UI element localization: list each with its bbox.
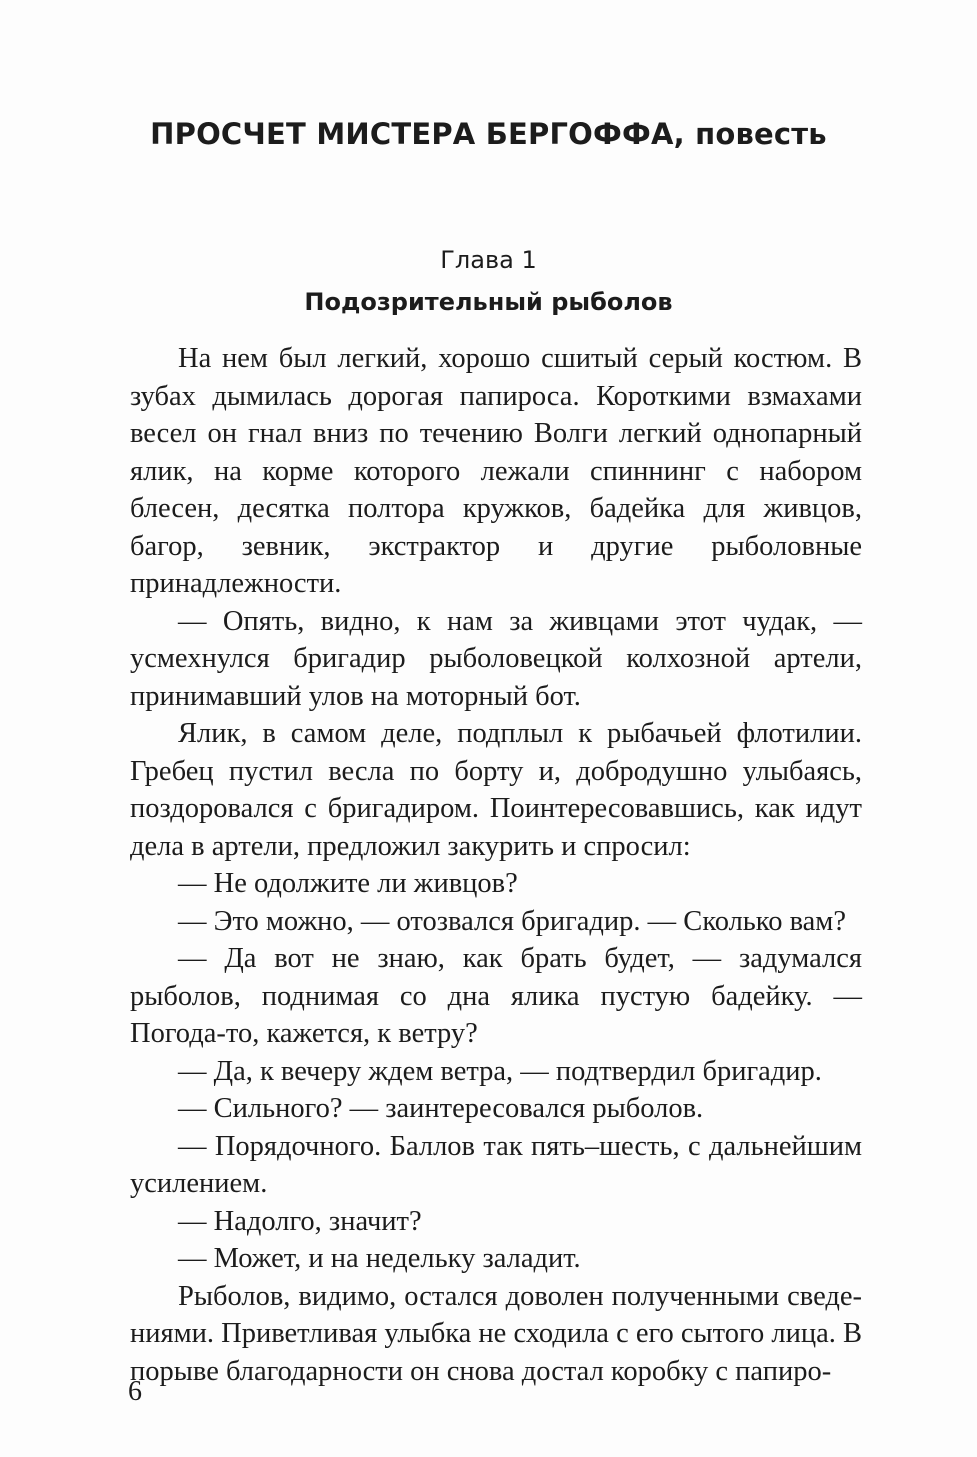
chapter-number: Глава 1 [440,246,537,274]
paragraph: — Опять, видно, к нам за живцами этот чудак, — усмехнулся бригадир рыболовецкой колхозной артели, принимавший улов на моторный бот. [130,605,862,712]
paragraph: — Надолго, значит? [178,1205,422,1237]
paragraph: — Порядочного. Баллов так пять–шесть, с дальнейшим усилением. [130,1130,862,1199]
paragraph: На нем был легкий, хорошо сшитый серый костюм. В зубах дымилась дорогая папироса. Короткими взмахами весел он гнал вниз по течению Волги легкий однопарный ялик, на корме которого лежали спиннинг с набором блесен, десятка полтора кружков, бадейка для живцов, багор, зевник, экстрактор и другие рыболовные принадлежности. [130,343,862,599]
body-text [130,340,862,1390]
paragraph: — Это можно, — отозвался бригадир. — Сколько вам? [178,905,846,937]
paragraph: Рыболов, видимо, остался доволен полученными сведениями. Приветливая улыбка не сходила с его сытого лица. В порыве благодарности он снова достал коробку с папиро- [130,1280,862,1387]
paragraph: Ялик, в самом деле, подплыл к рыбачьей флотилии. Гребец пустил весла по борту и, добродушно улыбаясь, поздоровался с бригадиром. Поинтересовавшись, как идут дела в артели, предложил закурить и спросил: [130,718,862,862]
paragraph: — Может, и на недельку заладит. [178,1243,581,1274]
chapter-title: Подозрительный рыболов [304,288,673,316]
paragraph: — Да, к вечеру ждем ветра, — подтвердил бригадир. [178,1055,822,1087]
book-title: ПРОСЧЕТ МИСТЕРА БЕРГОФФА, повесть [150,117,827,151]
paragraph: — Не одолжите ли живцов? [178,868,518,899]
paragraph: — Да вот не знаю, как брать будет, — задумался рыболов, поднимая со дна ялика пустую бадейку. — Погода-то, кажется, к ветру? [130,943,862,1049]
page-number: 6 [128,1376,142,1407]
paragraph: — Сильного? — заинтересовался рыболов. [178,1093,704,1124]
